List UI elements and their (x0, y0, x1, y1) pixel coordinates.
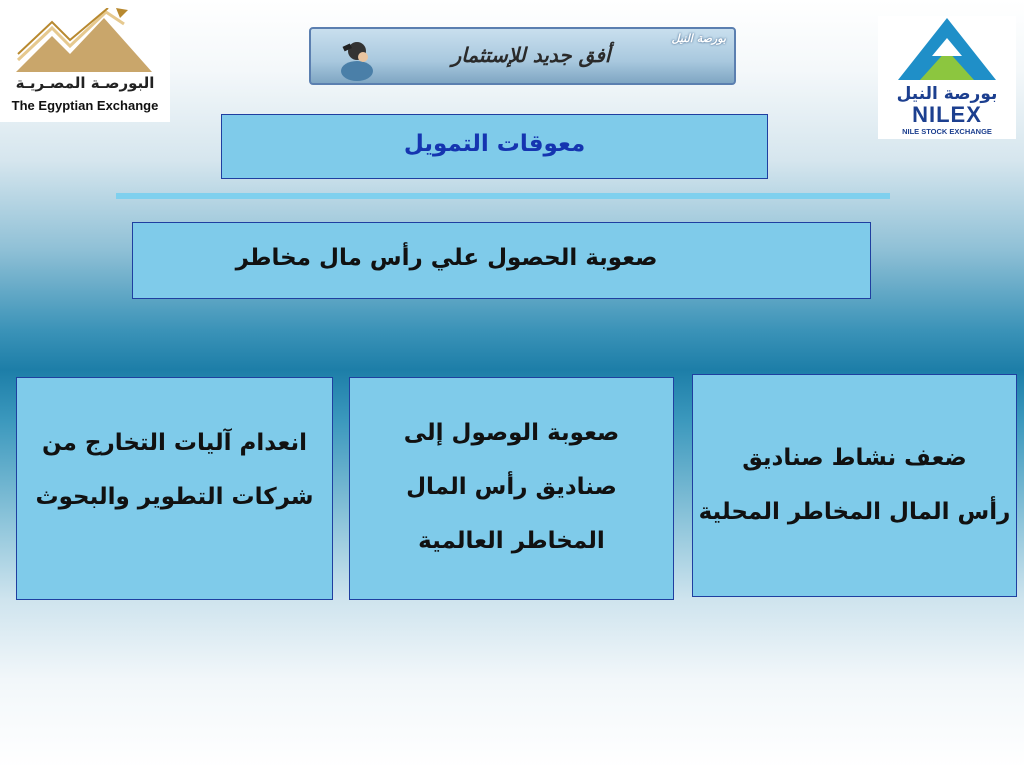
card-left-line1: انعدام آليات التخارج من (41, 430, 308, 456)
pyramid-icon (878, 16, 1016, 84)
slogan-banner (309, 27, 736, 85)
child-telescope-icon (337, 35, 377, 81)
card-left-line2: شركات التطوير والبحوث (35, 484, 314, 510)
card-local-funds-weakness (692, 374, 1017, 597)
nilex-english-name: NILEX (912, 102, 982, 127)
mountain-chart-icon (12, 8, 158, 78)
card-middle-line1: صعوبة الوصول إلى (403, 420, 620, 446)
card-exit-mechanisms (16, 377, 333, 600)
title-box (221, 114, 768, 179)
nilex-logo (878, 16, 1016, 139)
egx-english-name: The Egyptian Exchange (11, 98, 159, 113)
egyptian-exchange-logo (0, 0, 170, 122)
divider-line (116, 193, 890, 199)
card-right-line2: رأس المال المخاطر المحلية (698, 499, 1011, 525)
nilex-subtitle: NILE STOCK EXCHANGE (902, 127, 992, 136)
card-right-line1: ضعف نشاط صناديق (742, 445, 967, 471)
banner-brand: بورصة النيل (671, 32, 726, 45)
egx-arabic-name: البورصـة المصـريـة (15, 74, 155, 92)
slide-title: معوقات التمويل (403, 131, 586, 157)
main-issue-box (132, 222, 871, 299)
card-middle-line2: صناديق رأس المال (406, 474, 617, 500)
card-middle-line3: المخاطر العالمية (418, 528, 605, 554)
nilex-arabic-name: بورصة النيل (896, 84, 998, 104)
card-global-funds-access (349, 377, 674, 600)
banner-slogan: أفق جديد للإستثمار (451, 43, 611, 67)
main-issue-text: صعوبة الحصول علي رأس مال مخاطر (235, 245, 658, 271)
